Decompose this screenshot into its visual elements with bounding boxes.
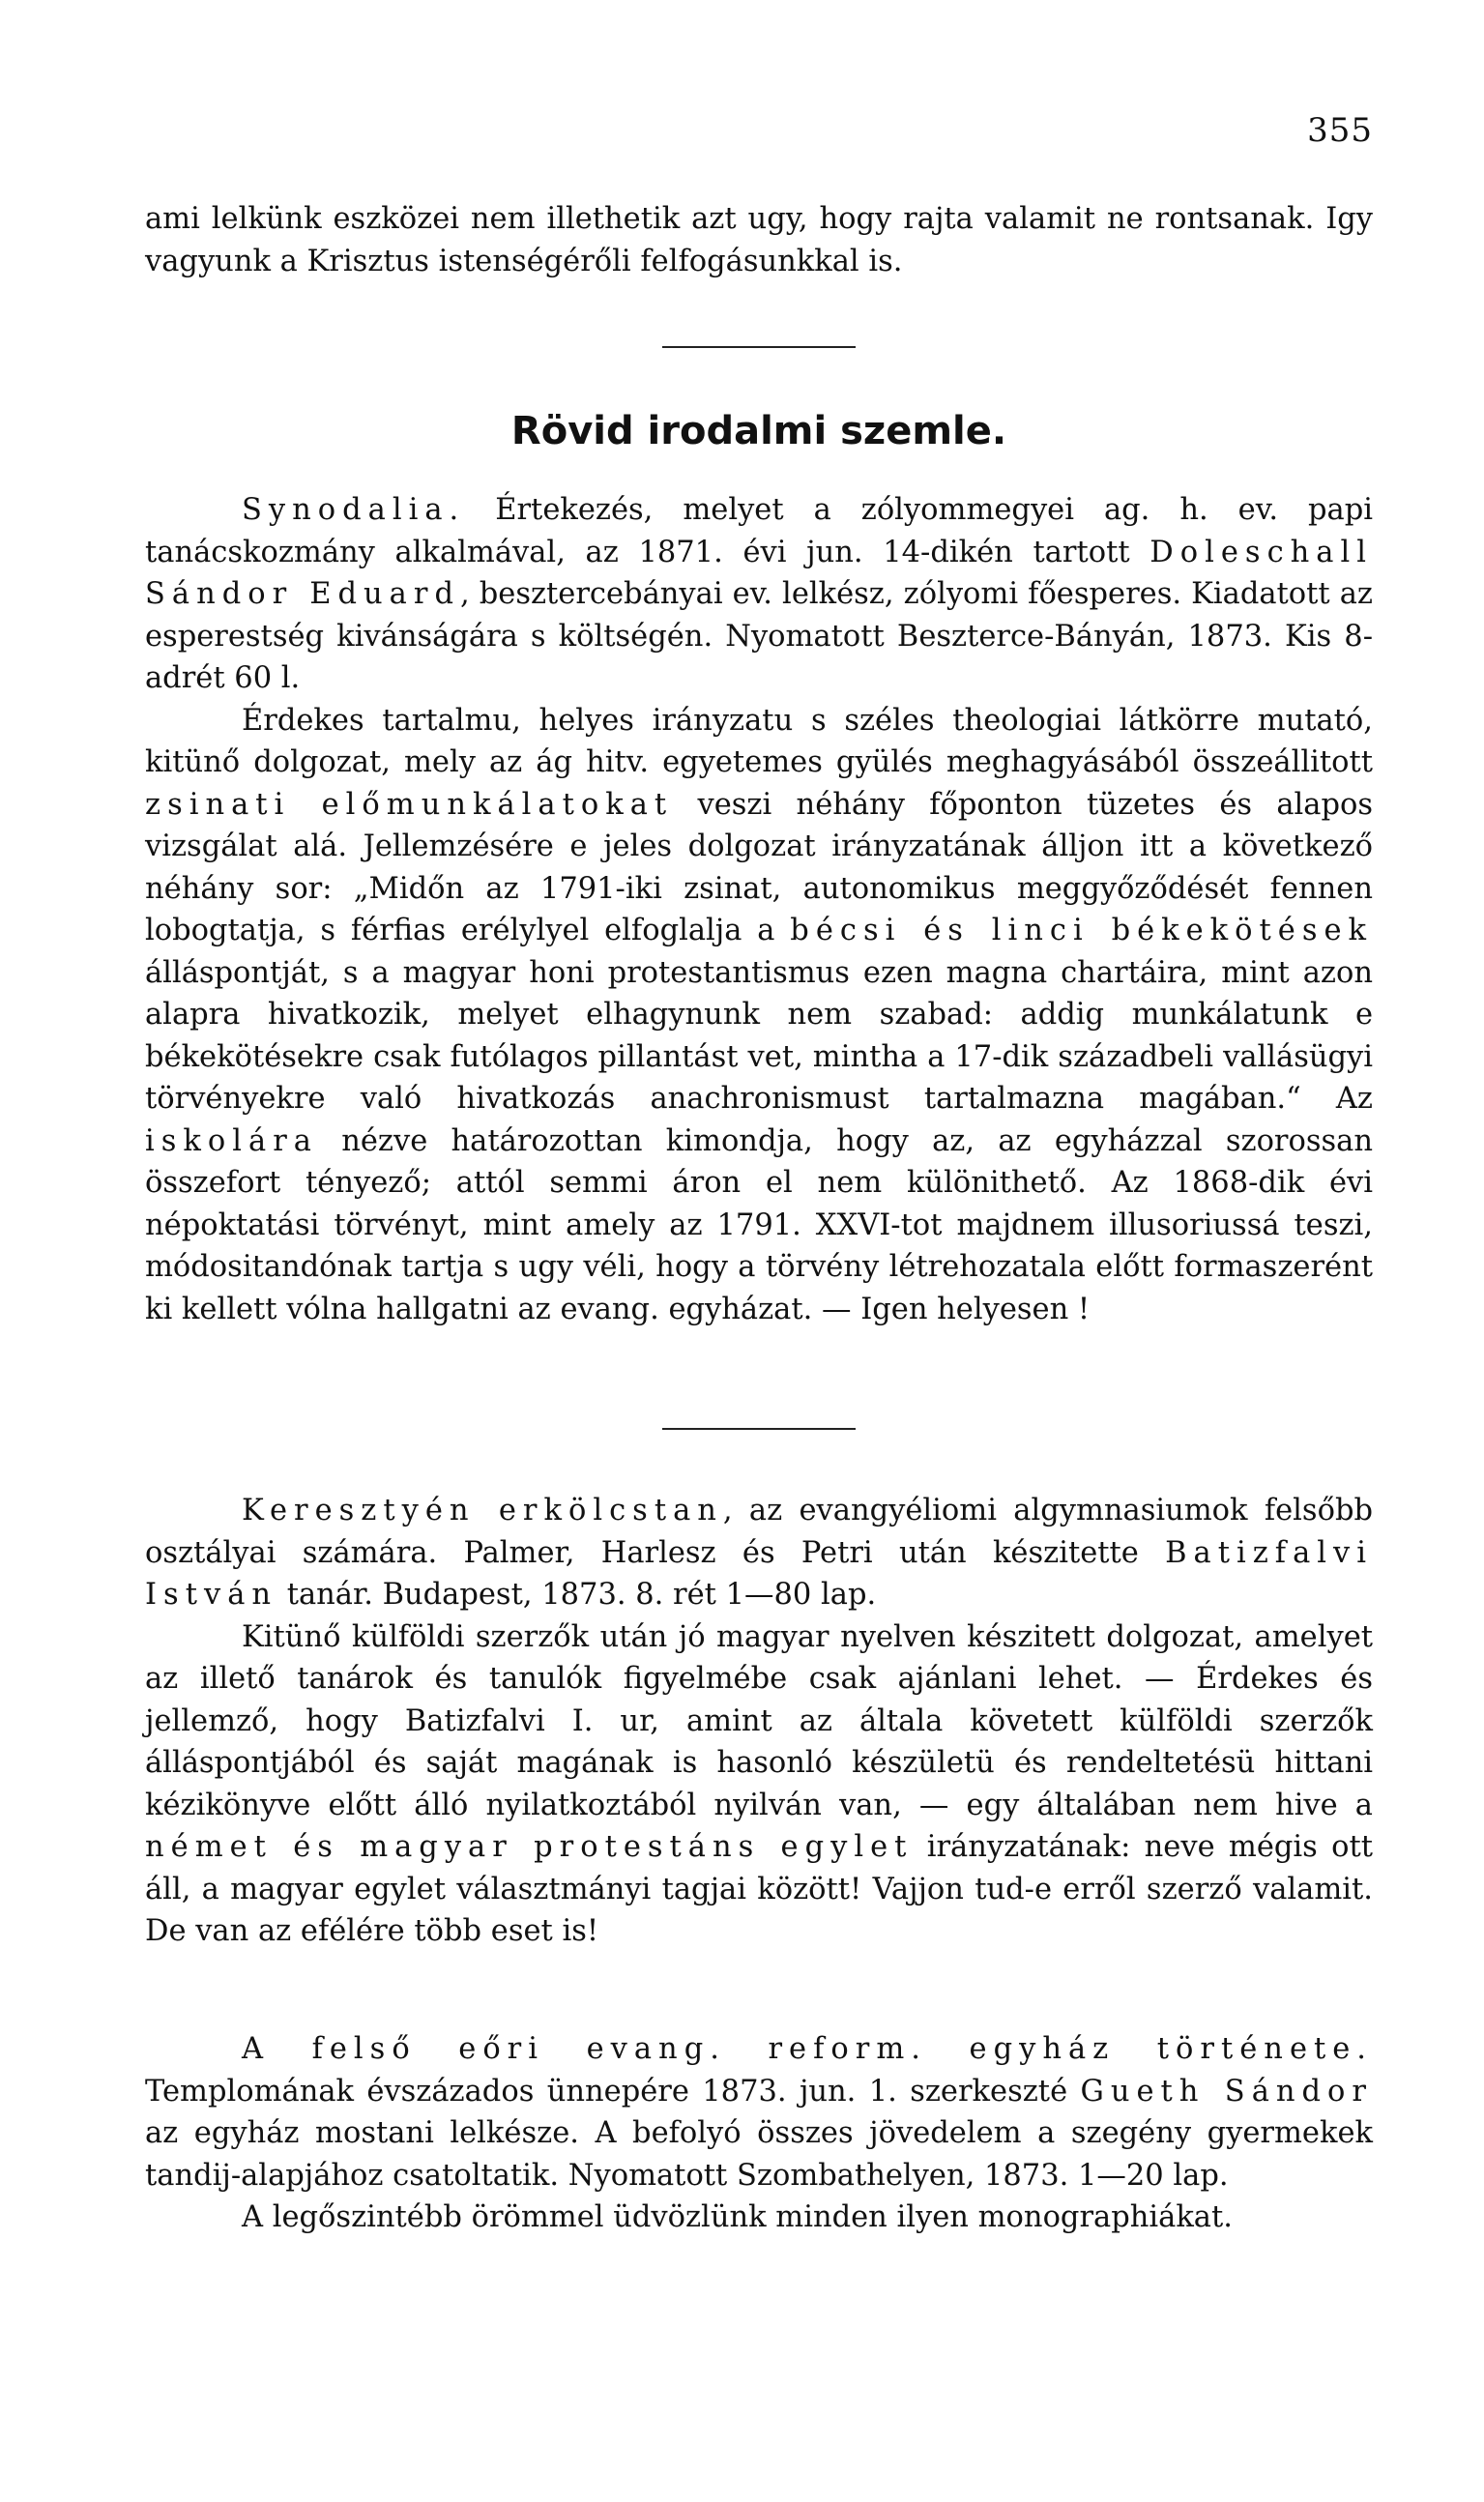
review-2-title: Keresztyén erkölcstan (242, 1494, 723, 1527)
section-title: Rövid irodalmi szemle. (510, 409, 1007, 453)
review-felso-eori (145, 2028, 1373, 2239)
review-1-author: Doleschall Sándor Eduard (145, 535, 1373, 611)
review-1-body: Érdekes tartalmu, helyes irányzatu s széles theologiai látkörre mutató, kitünő dolgozat, mely az ág hitv. egyetemes gyülés meghagyásából összeállitott zsinati előmunkálatokat veszi néhány főponton tüzetes és alapos vizsgálat alá. Jellemzésére e jeles dolgozat irányzatának álljon itt a következő néhány sor: „Midőn az 1791-iki zsinat, autonomikus meggyőződését fennen lobogtatja, s férfias erélylyel elfoglalja a bécsi és linci békekötések álláspontját, s a magyar honi protestantismus ezen magna chartáira, mint azon alapra hivatkozik, melyet elhagynunk nem szabad: addig munkálatunk e békekötésekre csak futólagos pillantást vet, mintha a 17-dik századbeli vallásügyi törvényekre való hivatkozás anachronismust tartalmazna magában.“ Az iskolára nézve határozottan kimondja, hogy az, az egyházzal szorossan összefort tényező; attól semmi áron el nem különithető. Az 1868-dik évi népoktatási törvényt, mint amely az 1791. XXVI-tot majdnem illusoriussá teszi, módositandónak tartja s ugy véli, hogy a törvény létrehozatala előtt formaszerént ki kellett vólna hallgatni az evang. egyházat. — Igen helyesen ! (145, 703, 1374, 1326)
review-erkolcstan (145, 1490, 1373, 1953)
review-3-title: A felső eőri evang. reform. egyház története. (242, 2032, 1373, 2066)
intro-paragraph (145, 198, 1373, 282)
separator-rule (662, 1428, 856, 1430)
review-synodalia (145, 489, 1373, 1330)
separator-rule (662, 346, 856, 348)
document-page (145, 0, 1373, 2502)
intro-text: ami lelkünk eszközei nem illethetik azt ugy, hogy rajta valamit ne rontsanak. Igy vagyunk a Krisztus istenségérőli felfogásunkkal is. (145, 202, 1373, 278)
review-2-body: Kitünő külföldi szerzők után jó magyar nyelven készitett dolgozat, amelyet az illető tanárok és tanulók figyelmébe csak ajánlani lehet. — Érdekes és jellemző, hogy Batizfalvi I. ur, amint az általa követett külföldi szerzők álláspontjából és saját magának is hasonló készületü és rendeltetésü hittani kézikönyve előtt álló nyilatkoztából nyilván van, — egy általában nem hive a német és magyar protestáns egylet irányzatának: neve mégis ott áll, a magyar egylet választmányi tagjai között! Vajjon tud-e erről szerző valamit. De van az efélére több eset is! (145, 1619, 1373, 1948)
page-number: 355 (1307, 111, 1373, 150)
review-1-heading: Synodalia. Értekezés, melyet a zólyommegyei ag. h. ev. papi tanácskozmány alkalmával, az 1871. évi jun. 14-dikén tartott Doleschall Sándor Eduard, besztercebányai ev. lelkész, zólyomi főesperes. Kiadatott az esperestség kivánságára s költségén. Nyomatott Beszterce-Bányán, 1873. Kis 8-adrét 60 l. (145, 493, 1374, 695)
review-2-heading: Keresztyén erkölcstan, az evangyéliomi algymnasiumok felsőbb osztályai számára. Palmer, Harlesz és Petri után készitette Batizfalvi István tanár. Budapest, 1873. 8. rét 1—80 lap. (145, 1494, 1373, 1612)
review-2-author: Batizfalvi István (145, 1535, 1373, 1612)
review-3-body: A legőszintébb örömmel üdvözlünk minden ilyen monographiákat. (242, 2200, 1233, 2234)
review-1-title: Synodalia. (242, 493, 466, 527)
review-3-author: Gueth Sándor (1080, 2074, 1373, 2109)
review-3-heading: A felső eőri evang. reform. egyház története. Templomának évszázados ünnepére 1873. jun. 1. szerkeszté Gueth Sándor az egyház mostani lelkésze. A befolyó összes jövedelem a szegény gyermekek tandij-alapjához csatoltatik. Nyomatott Szombathelyen, 1873. 1—20 lap. (145, 2032, 1373, 2193)
